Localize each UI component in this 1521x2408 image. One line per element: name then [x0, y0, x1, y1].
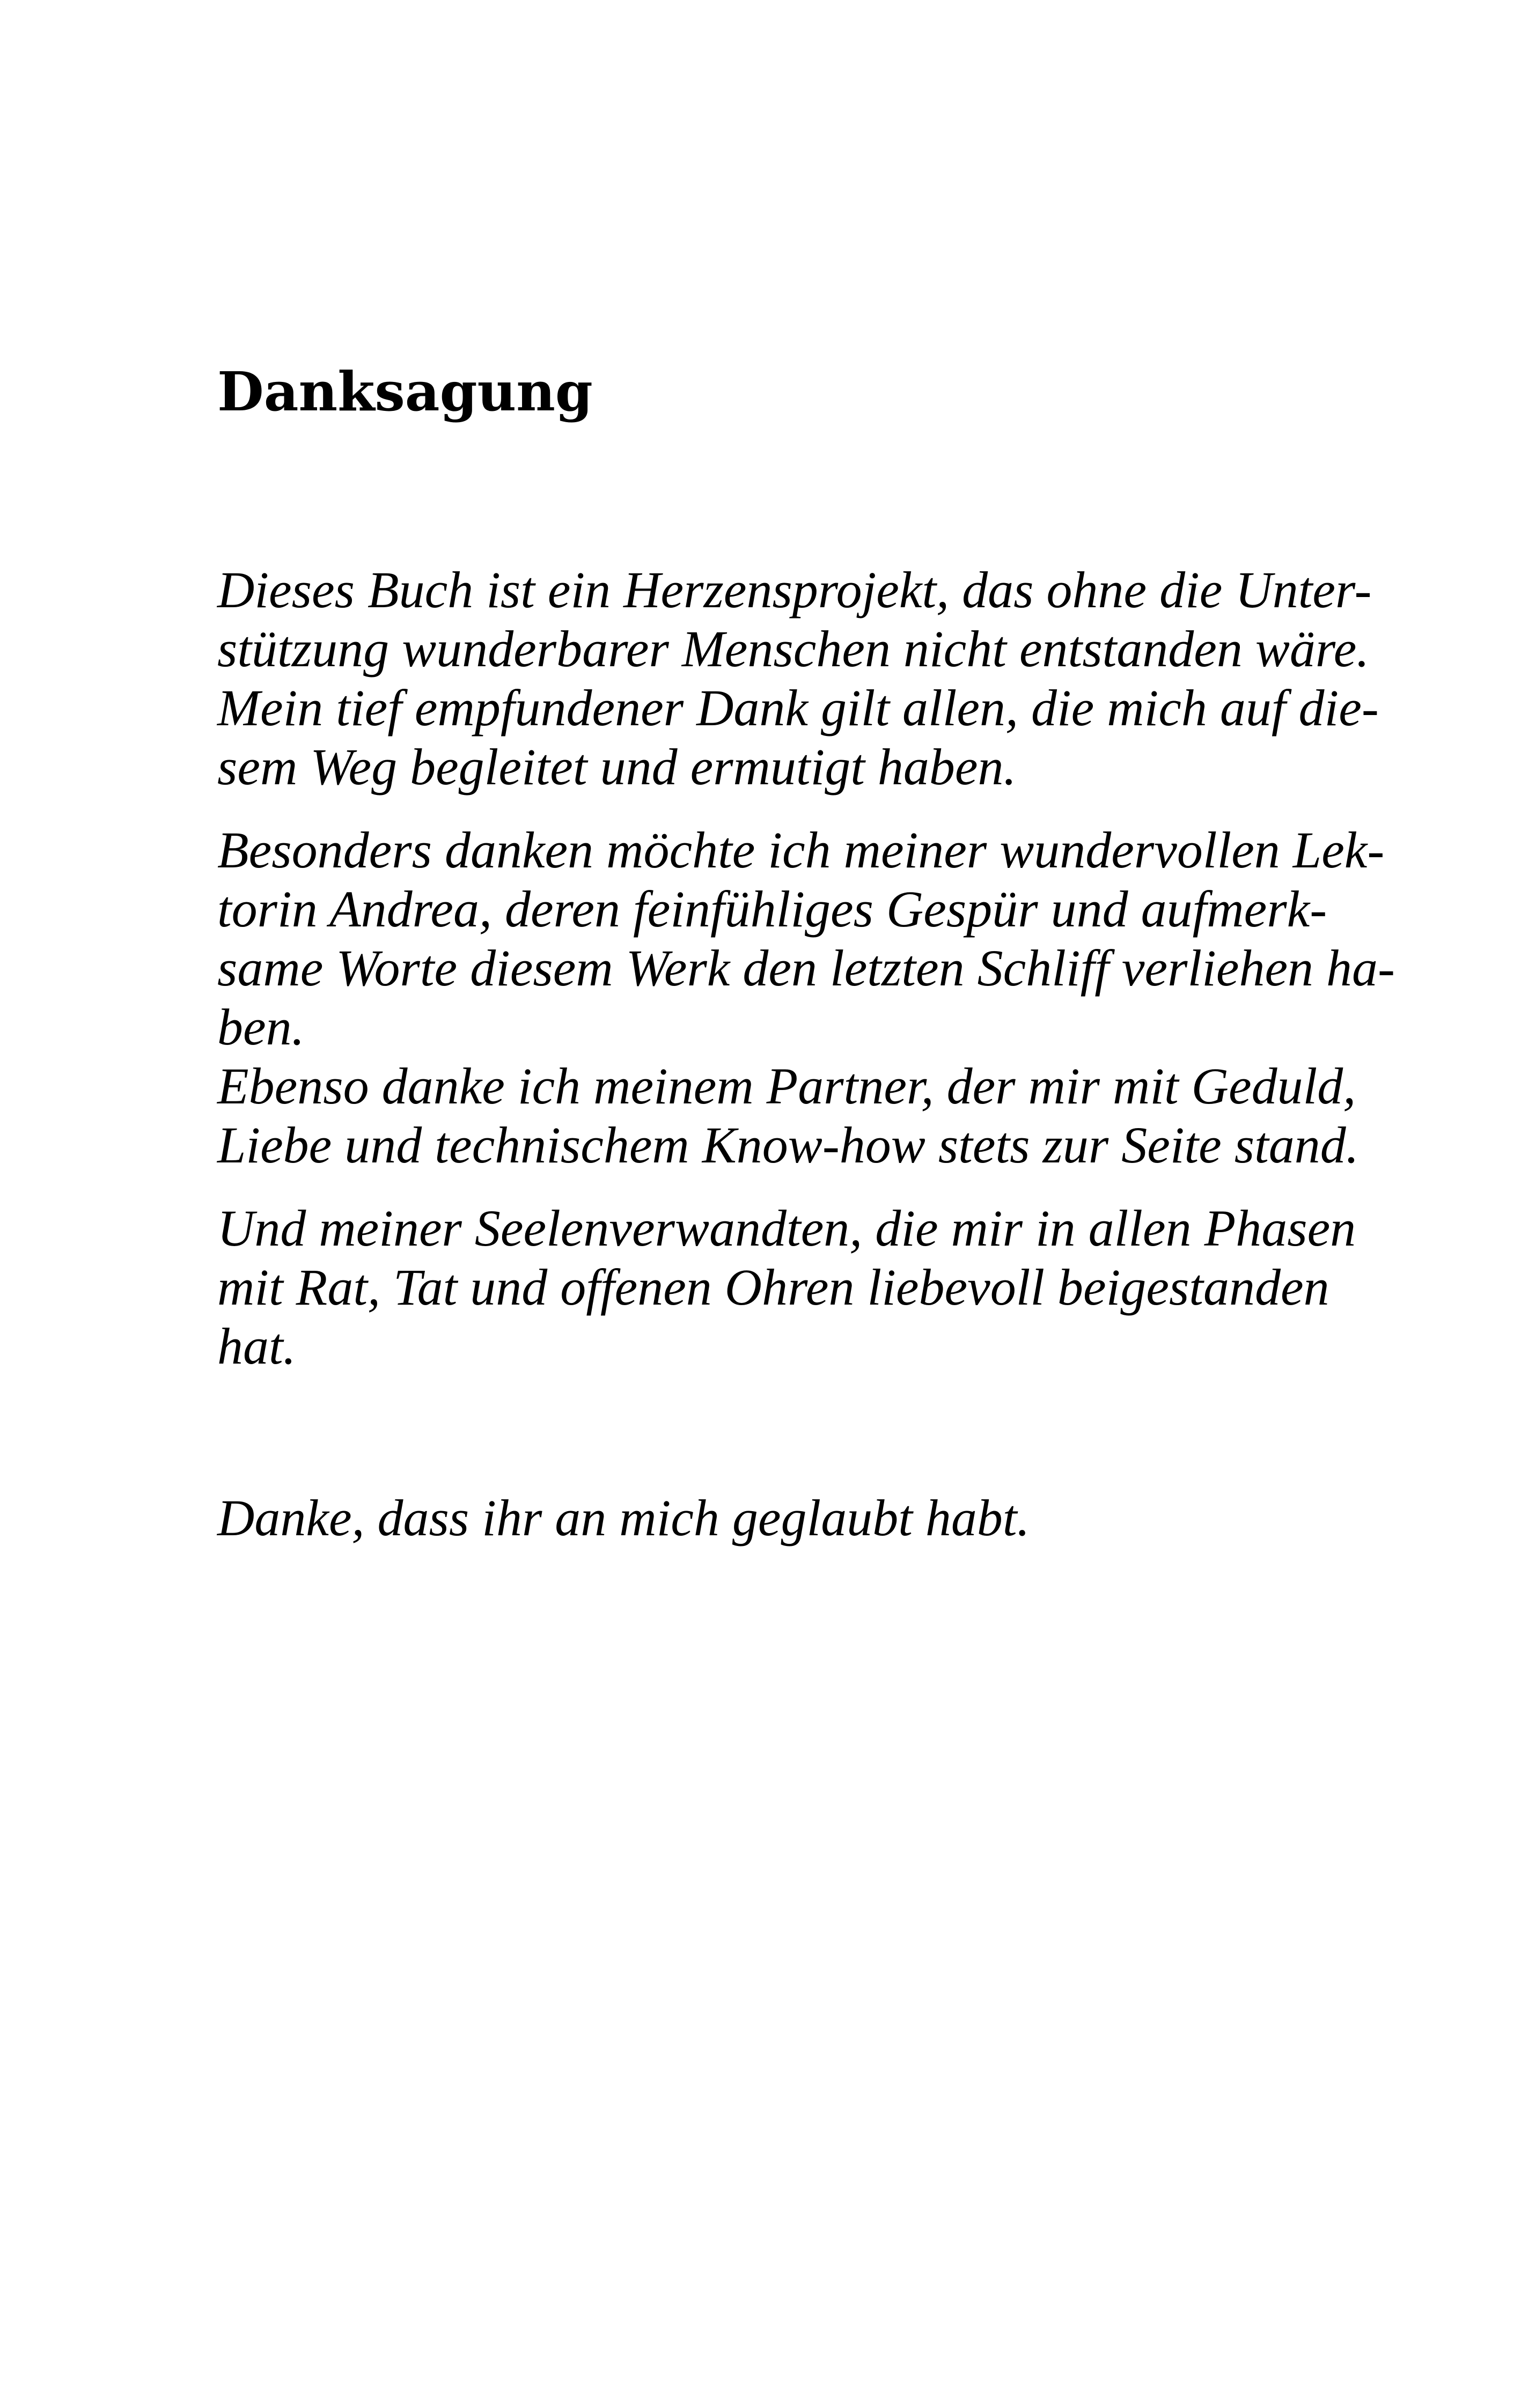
paragraph-1-line-1: Dieses Buch ist ein Herzensprojekt, das ohne die Unter- [217, 561, 1372, 618]
closing-line: Danke, dass ihr an mich geglaubt habt. [217, 1489, 1030, 1547]
paragraph-2-line-3: same Worte diesem Werk den letzten Schliff verliehen ha- [217, 939, 1395, 997]
paragraph-2-line-4: ben. [217, 998, 305, 1056]
paragraph-3-line-2: mit Rat, Tat und offenen Ohren liebevoll beigestanden [217, 1258, 1329, 1316]
paragraph-1-line-2: stützung wunderbarer Menschen nicht entstanden wäre. [217, 620, 1370, 678]
page-title: Danksagung [217, 360, 593, 423]
paragraph-2-line-6: Liebe und technischem Know-how stets zur Seite stand. [217, 1116, 1359, 1174]
paragraph-2-line-1: Besonders danken möchte ich meiner wundervollen Lek- [217, 821, 1385, 879]
paragraph-2-line-2: torin Andrea, deren feinfühliges Gespür und aufmerk- [217, 880, 1327, 938]
paragraph-2-line-5: Ebenso danke ich meinem Partner, der mir mit Geduld, [217, 1057, 1356, 1115]
paragraph-3-line-3: hat. [217, 1317, 296, 1375]
paragraph-1-line-4: sem Weg begleitet und ermutigt haben. [217, 738, 1017, 796]
paragraph-3-line-1: Und meiner Seelenverwandten, die mir in allen Phasen [217, 1199, 1356, 1257]
paragraph-1-line-3: Mein tief empfundener Dank gilt allen, die mich auf die- [217, 679, 1379, 737]
